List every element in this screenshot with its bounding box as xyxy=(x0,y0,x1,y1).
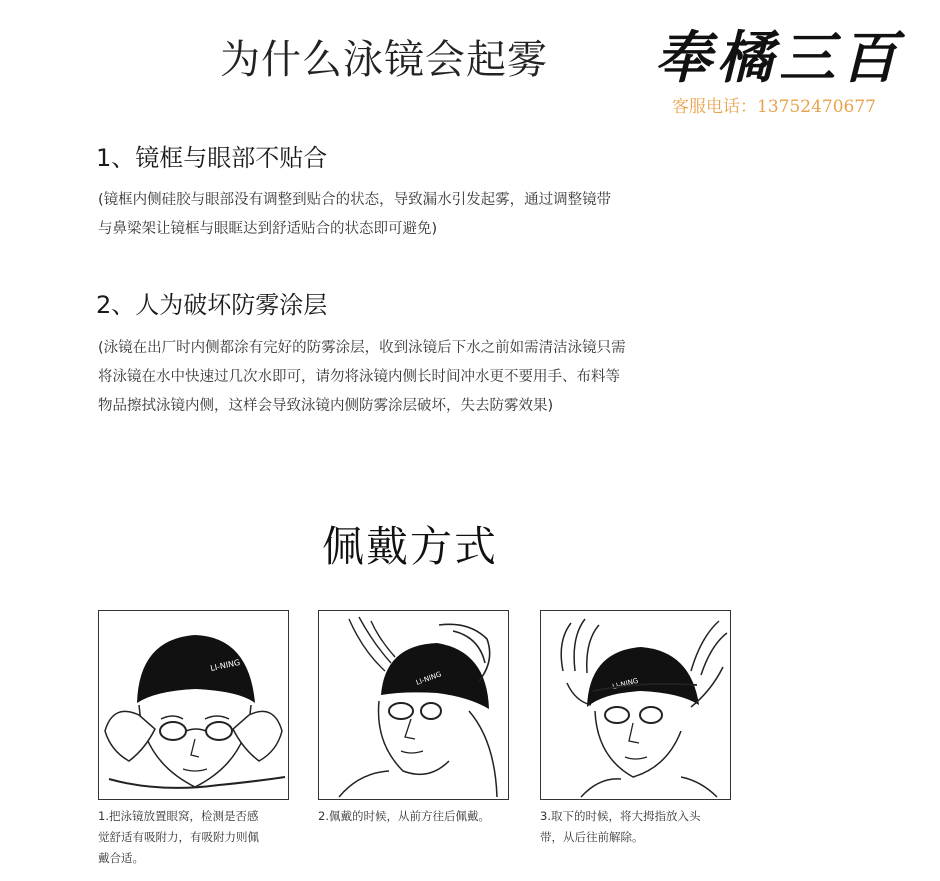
cap-logo-text: LI-NING xyxy=(209,657,241,673)
section-2-line-2: 将泳镜在水中快速过几次水即可，请勿将泳镜内侧长时间冲水更不要用手、布料等 xyxy=(98,369,620,385)
section-1-line-1: (镜框内侧硅胶与眼部没有调整到贴合的状态，导致漏水引发起雾，通过调整镜带 xyxy=(98,192,612,208)
step-1-caption-line-2: 觉舒适有吸附力，有吸附力则佩 xyxy=(98,830,259,844)
section-1-line-2: 与鼻梁架让镜框与眼眶达到舒适贴合的状态即可避免) xyxy=(98,221,438,237)
brand-logo: 奉橘三百 xyxy=(655,25,903,91)
step-1-caption-line-3: 戴合适。 xyxy=(98,851,144,865)
wear-method-title: 佩戴方式 xyxy=(322,522,499,571)
step-1-caption xyxy=(98,806,294,869)
swimmer-putting-on-goggles-image xyxy=(319,611,508,799)
section-2-text xyxy=(98,334,798,421)
step-3-caption-line-2: 带，从后往前解除。 xyxy=(540,830,644,844)
section-1-text xyxy=(98,186,798,244)
section-2-line-1: (泳镜在出厂时内侧都涂有完好的防雾涂层，收到泳镜后下水之前如需清洁泳镜只需 xyxy=(98,340,626,356)
swimmer-fitting-goggles-image xyxy=(99,611,288,799)
cap-logo-text-2: LI-NING xyxy=(414,670,443,687)
page-title: 为什么泳镜会起雾 xyxy=(220,37,548,83)
step-1-illustration xyxy=(98,610,289,800)
section-1-heading: 1、镜框与眼部不贴合 xyxy=(96,144,328,172)
step-1-caption-line-1: 1.把泳镜放置眼窝，检测是否感 xyxy=(98,809,259,823)
step-2-illustration xyxy=(318,610,509,800)
step-3-caption-line-1: 3.取下的时候，将大拇指放入头 xyxy=(540,809,701,823)
step-2-caption xyxy=(318,806,528,827)
step-2-caption-line-1: 2.佩戴的时候，从前方往后佩戴。 xyxy=(318,809,490,823)
cap-logo-text-3: LI-NING xyxy=(611,676,640,691)
step-3-illustration xyxy=(540,610,731,800)
swimmer-removing-goggles-image xyxy=(541,611,730,799)
customer-service-phone: 客服电话：13752470677 xyxy=(672,97,876,117)
step-3-caption xyxy=(540,806,740,848)
section-2-line-3: 物品擦拭泳镜内侧，这样会导致泳镜内侧防雾涂层破坏，失去防雾效果) xyxy=(98,398,554,414)
section-2-heading: 2、人为破坏防雾涂层 xyxy=(96,291,328,319)
